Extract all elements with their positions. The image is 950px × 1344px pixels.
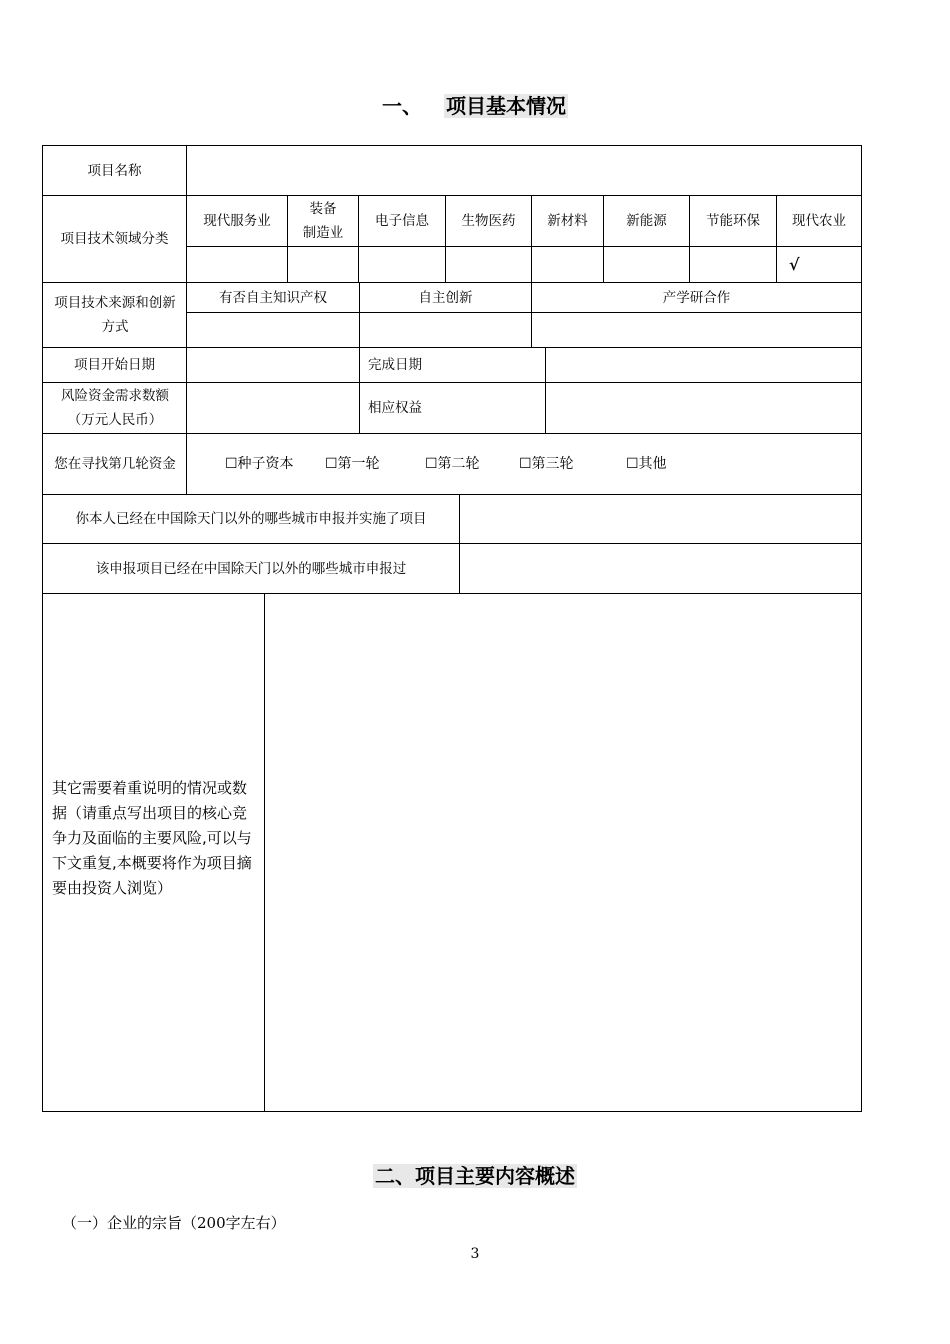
project-name-label: 项目名称 <box>87 162 142 179</box>
subsection-heading: （一）企业的宗旨（200字左右） <box>62 1214 286 1232</box>
cities-self-label: 你本人已经在中国除天门以外的哪些城市申报并实施了项目 <box>75 511 427 527</box>
source-cooperation: 产学研合作 <box>662 289 731 306</box>
project-name-input[interactable] <box>187 146 861 195</box>
field-electronics: 电子信息 <box>375 213 429 229</box>
round-label: 您在寻找第几轮资金 <box>54 456 176 472</box>
end-date-label: 完成日期 <box>368 357 422 373</box>
source-independent: 自主创新 <box>418 289 473 306</box>
field-biomedicine: 生物医药 <box>461 213 516 229</box>
section-1-heading: 项目基本情况 <box>446 94 566 118</box>
field-energy-saving: 节能环保 <box>706 213 760 229</box>
round-other-checkbox[interactable]: ☐其他 <box>626 456 667 472</box>
field-check-biomedicine[interactable] <box>446 247 531 282</box>
field-check-modern-service[interactable] <box>187 247 287 282</box>
field-check-equipment[interactable] <box>288 247 358 282</box>
equity-input[interactable] <box>546 383 861 433</box>
end-date-input[interactable] <box>546 348 861 382</box>
field-new-materials: 新材料 <box>547 213 588 229</box>
source-ip-input[interactable] <box>187 313 359 347</box>
source-independent-input[interactable] <box>360 313 531 347</box>
page-number: 3 <box>470 1246 480 1262</box>
cities-self-input[interactable] <box>460 495 861 543</box>
field-check-new-materials[interactable] <box>532 247 603 282</box>
field-check-modern-agriculture[interactable] <box>777 247 861 282</box>
field-new-energy: 新能源 <box>626 213 667 229</box>
round-third-checkbox[interactable]: ☐第三轮 <box>519 456 574 472</box>
check-mark-icon: √ <box>789 254 800 274</box>
cities-project-label: 该申报项目已经在中国除天门以外的哪些城市申报过 <box>95 560 407 577</box>
capital-input[interactable] <box>187 383 359 433</box>
start-date-label: 项目开始日期 <box>74 357 155 373</box>
field-check-energy-saving[interactable] <box>690 247 776 282</box>
source-cooperation-input[interactable] <box>532 313 861 347</box>
section-2-title <box>0 1160 950 1189</box>
start-date-input[interactable] <box>187 348 359 382</box>
capital-label: 风险资金需求数额（万元人民币） <box>61 388 169 428</box>
section-1-title <box>0 90 950 119</box>
field-equipment-manufacturing: 装备 制造业 <box>302 201 344 241</box>
field-modern-agriculture: 现代农业 <box>792 213 846 229</box>
source-label: 项目技术来源和创新方式 <box>54 295 176 335</box>
round-first-checkbox[interactable]: ☐第一轮 <box>325 456 380 472</box>
round-second-checkbox[interactable]: ☐第二轮 <box>425 456 480 472</box>
note-input[interactable] <box>265 594 861 1111</box>
field-check-new-energy[interactable] <box>604 247 689 282</box>
cities-project-input[interactable] <box>460 544 861 593</box>
equity-label: 相应权益 <box>368 400 422 416</box>
tech-field-label: 项目技术领域分类 <box>60 231 169 247</box>
note-label: 其它需要着重说明的情况或数据（请重点写出项目的核心竞争力及面临的主要风险,可以与下文重复,本概要将作为项目摘要由投资人浏览） <box>52 779 252 897</box>
field-modern-service: 现代服务业 <box>203 213 271 229</box>
round-seed-checkbox[interactable]: ☐种子资本 <box>225 456 294 472</box>
section-1-number: 一、 <box>382 94 422 118</box>
section-2-heading: 二、项目主要内容概述 <box>375 1164 575 1188</box>
source-ip: 有否自主知识产权 <box>219 289 327 306</box>
field-check-electronics[interactable] <box>359 247 445 282</box>
